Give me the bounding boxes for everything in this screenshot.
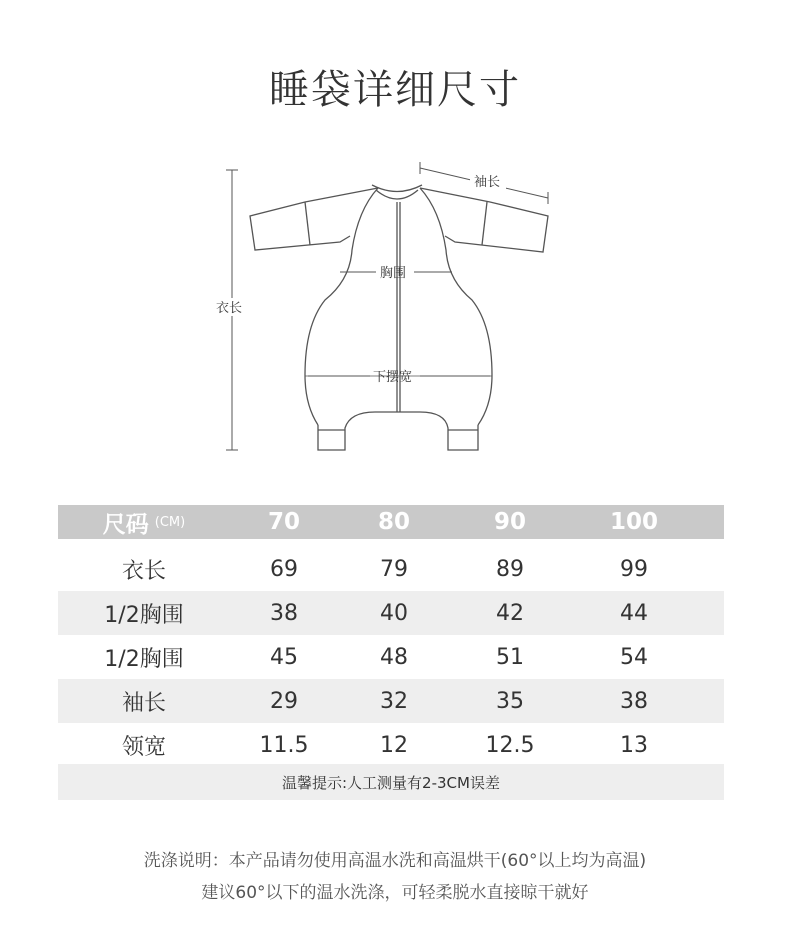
header-unit: (CM) (154, 514, 186, 530)
size-table (58, 505, 724, 767)
hem-label: 下摆宽 (373, 370, 413, 385)
header-label: 尺码 (102, 511, 149, 538)
row-label: 衣长 (121, 558, 166, 584)
table-cell: 44 (620, 600, 648, 626)
table-cell: 40 (380, 600, 408, 626)
length-label: 衣长 (216, 301, 243, 316)
table-row (58, 679, 724, 723)
table-cell: 11.5 (259, 732, 309, 758)
row-label: 袖长 (121, 690, 166, 716)
row-label: 领宽 (121, 734, 166, 760)
sleepsuit-illustration (0, 150, 790, 470)
table-cell: 42 (496, 600, 524, 626)
table-cell: 69 (270, 556, 298, 582)
table-cell: 99 (620, 556, 648, 582)
table-cell: 45 (270, 644, 298, 670)
page-title: 睡袋详细尺寸 (269, 67, 521, 113)
wash-instructions-line2: 建议60°以下的温水洗涤，可轻柔脱水直接晾干就好 (201, 883, 589, 903)
table-cell: 12 (380, 732, 408, 758)
header-label-cell (58, 505, 230, 539)
table-cell: 35 (496, 688, 524, 714)
table-cell: 51 (496, 644, 524, 670)
size-100: 100 (609, 509, 658, 535)
measurement-note: 温馨提示:人工测量有2-3CM误差 (58, 764, 724, 800)
table-cell: 12.5 (485, 732, 535, 758)
wash-instructions-line1: 洗涤说明：本产品请勿使用高温水洗和高温烘干(60°以上均为高温) (143, 851, 647, 871)
sleeve-label: 袖长 (474, 175, 501, 190)
table-cell: 38 (620, 688, 648, 714)
table-cell: 79 (380, 556, 408, 582)
table-cell: 13 (620, 732, 648, 758)
table-row (58, 635, 724, 679)
table-row (58, 591, 724, 635)
table-row (58, 547, 724, 591)
table-row (58, 723, 724, 767)
table-cell: 38 (270, 600, 298, 626)
row-label: 1/2胸围 (104, 646, 184, 672)
table-cell: 54 (620, 644, 648, 670)
row-label: 1/2胸围 (104, 602, 184, 628)
table-cell: 29 (270, 688, 298, 714)
size-70: 70 (267, 509, 300, 535)
chest-label: 胸围 (380, 266, 407, 281)
table-cell: 48 (380, 644, 408, 670)
size-80: 80 (377, 509, 410, 535)
size-table-header (58, 505, 724, 539)
sleepsuit-diagram (0, 150, 790, 470)
size-90: 90 (493, 509, 526, 535)
table-cell: 89 (496, 556, 524, 582)
table-cell: 32 (380, 688, 408, 714)
